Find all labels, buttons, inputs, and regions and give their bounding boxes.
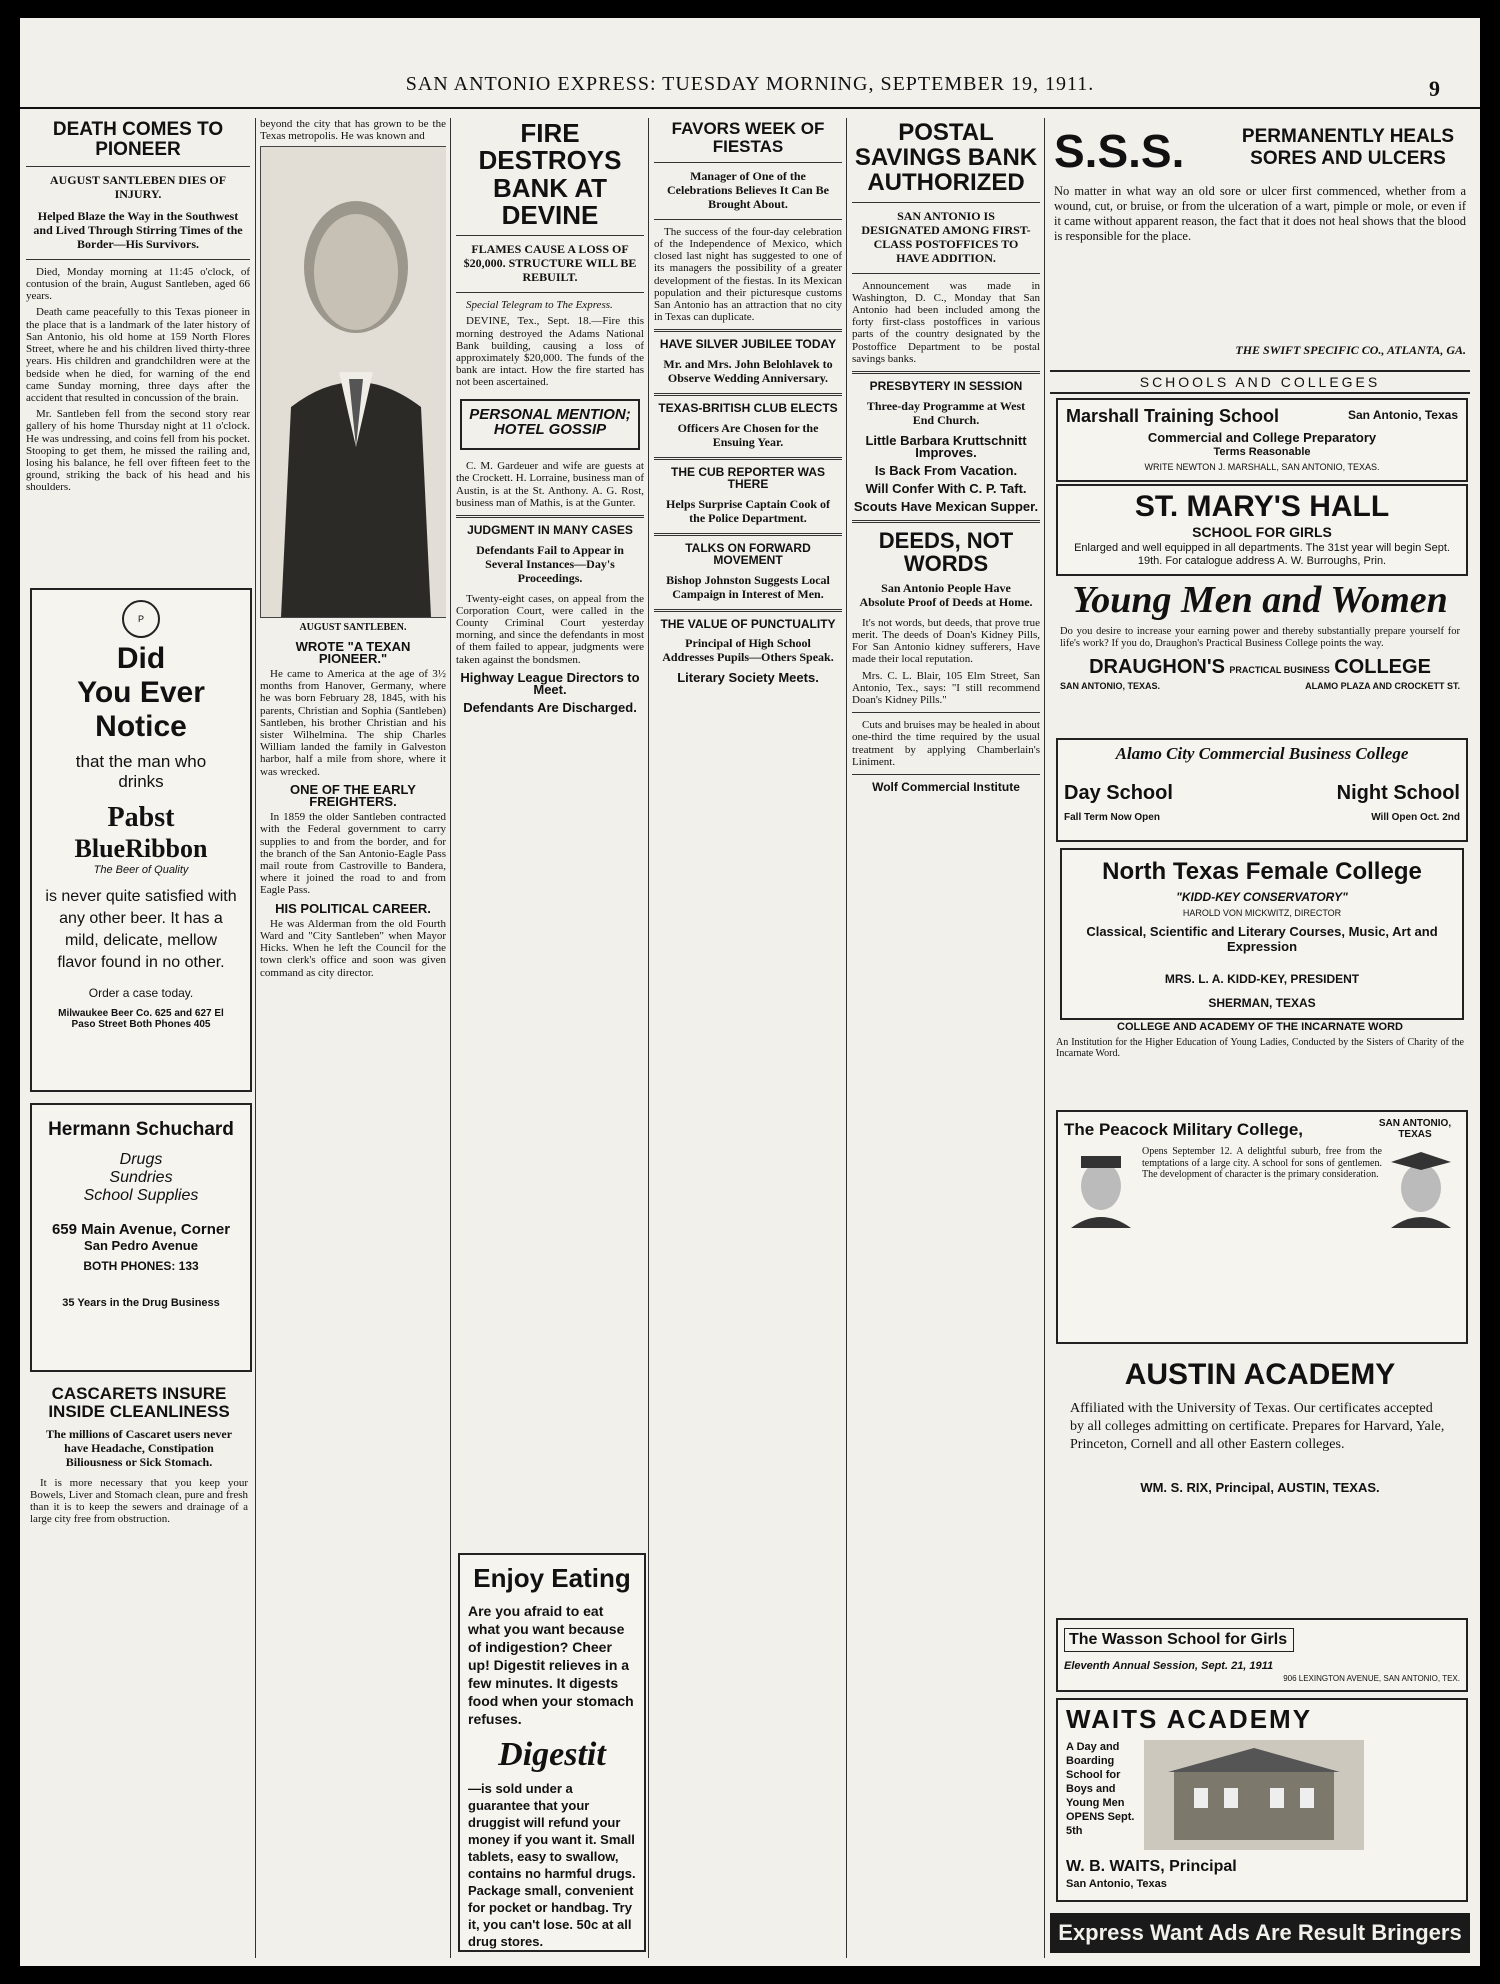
deck-deeds: San Antonio People Have Absolute Proof of Deeds at Home.	[859, 580, 1033, 609]
draughon-name: DRAUGHON'S	[1089, 656, 1225, 678]
ntfc-courses: Classical, Scientific and Literary Courses, Music, Art and Expression	[1086, 924, 1438, 954]
headline-favors-fiestas: FAVORS WEEK OF FIESTAS	[671, 119, 825, 156]
cascarets-deck: The millions of Cascaret users never have Headache, Constipation Biliousness or Sick Stomach.	[45, 1426, 233, 1469]
deck-santleben: AUGUST SANTLEBEN DIES OF INJURY.	[49, 172, 227, 201]
deck-fiestas: Manager of One of the Celebrations Believes It Can Be Brought About.	[667, 168, 829, 211]
santleben-continued: beyond the city that has grown to be the Texas metropolis. He was known and	[260, 118, 446, 143]
st-marys-name: ST. MARY'S HALL	[1134, 490, 1390, 523]
draughon-address: ALAMO PLAZA AND CROCKETT ST.	[1305, 681, 1460, 691]
article-paragraph: The success of the four-day celebration of the Independence of Mexico, which closed last night has suggested to one of its managers the possibility of a greater development of the fiestas. In its Mexican population and their picturesque customs San Antonio has an attraction that no city in Texas can duplicate.	[654, 225, 842, 324]
dateline: Special Telegram to The Express.	[466, 299, 613, 312]
schuchard-tagline: 35 Years in the Drug Business	[62, 1297, 220, 1309]
sss-brand: S.S.S.	[1054, 125, 1185, 177]
headline-postal-savings: POSTAL SAVINGS BANK AUTHORIZED	[854, 119, 1038, 197]
schuchard-sundries: Sundries	[109, 1169, 173, 1186]
incarnate-body: An Institution for the Higher Education of Young Ladies, Conducted by the Sisters of Charity of the Incarnate Word.	[1056, 1036, 1464, 1059]
article-paragraph: He came to America at the age of 3½ months from Hanover, Germany, where he was born February 28, 1845, with his parents, Christian and Sophia (Santleben) Santleben, his brother Christian and his sister Wilhelmina. The ship Charles William landed the family in Galveston harbor, half a mile from shore, where it was wrecked.	[260, 668, 446, 778]
subhead-early-freighters: ONE OF THE EARLY FREIGHTERS.	[290, 781, 416, 810]
subhead-vacation: Is Back From Vacation.	[874, 462, 1018, 478]
headline-personal-mention: PERSONAL MENTION; HOTEL GOSSIP	[469, 405, 631, 439]
subhead-literary-society: Literary Society Meets.	[677, 670, 819, 686]
sss-headline: PERMANENTLY HEALS SORES AND ULCERS	[1241, 126, 1455, 169]
marshall-terms: Terms Reasonable	[1213, 446, 1311, 458]
schuchard-drugs: Drugs	[119, 1151, 163, 1168]
ntfc-sub: "KIDD-KEY CONSERVATORY"	[1176, 890, 1348, 904]
deck-cub-reporter: Helps Surprise Captain Cook of the Police Department.	[665, 496, 831, 525]
digestit-brand: Digestit	[498, 1736, 606, 1773]
article-paragraph: He was Alderman from the old Fourth Ward and "City Santleben" when Mayor Hicks. When he left the Council for the town clerk's office and soon was given command as city director.	[260, 917, 446, 979]
deck-blaze: Helped Blaze the Way in the Southwest and Lived Through Stirring Times of the Border—His Survivors.	[33, 208, 243, 251]
ntfc-director: HAROLD VON MICKWITZ, DIRECTOR	[1182, 908, 1342, 918]
deck-judgment: Defendants Fail to Appear in Several Instances—Day's Proceedings.	[476, 542, 624, 585]
pabst-did: Did	[116, 642, 166, 675]
deck-forward-movement: Bishop Johnston Suggests Local Campaign in Interest of Men.	[666, 572, 830, 601]
austin-academy-ad	[1056, 1348, 1464, 1563]
column-rule	[450, 118, 451, 1958]
draughon-college: COLLEGE	[1334, 656, 1431, 678]
headline-punctuality: THE VALUE OF PUNCTUALITY	[660, 616, 836, 631]
deck-texas-british: Officers Are Chosen for the Ensuing Year.	[677, 420, 819, 449]
incarnate-word-ad	[1056, 1022, 1464, 1102]
masthead	[20, 73, 1480, 109]
subhead-taft: Will Confer With C. P. Taft.	[865, 481, 1027, 497]
article-paragraph: In 1859 the older Santleben contracted with the Federal government to carry supplies to and from the border, and for the branch of the San Antonio-Eagle Pass mail route from Castroville to Bandera, where it joined the road to and from Eagle Pass.	[260, 811, 446, 897]
headline-wolf-institute: Wolf Commercial Institute	[872, 780, 1020, 795]
headline-texas-british: TEXAS-BRITISH CLUB ELECTS	[658, 400, 838, 415]
newspaper-page	[20, 18, 1480, 1966]
marshall-line: Commercial and College Preparatory	[1147, 430, 1377, 445]
headline-cub-reporter: THE CUB REPORTER WAS THERE	[670, 464, 825, 492]
pabst-drinks: drinks	[118, 772, 164, 791]
article-paragraph: Mrs. C. L. Blair, 105 Elm Street, San Antonio, Tex., says: "I still recommend Doan's Kidney Pills."	[852, 669, 1040, 706]
headline-judgment: JUDGMENT IN MANY CASES	[467, 522, 633, 537]
draughon-mid: PRACTICAL BUSINESS	[1229, 665, 1330, 675]
pabst-logo-icon: P	[122, 600, 160, 638]
subhead-defendants: Defendants Are Discharged.	[463, 700, 637, 716]
column-4	[654, 118, 842, 1958]
headline-presbytery: PRESBYTERY IN SESSION	[869, 378, 1023, 393]
headline-deeds-not-words: DEEDS, NOT WORDS	[878, 527, 1014, 576]
draughon-ad	[1056, 578, 1464, 733]
peacock-city: SAN ANTONIO, TEXAS	[1378, 1118, 1452, 1140]
page-number: 9	[1429, 76, 1440, 101]
north-texas-female-college-ad	[1060, 848, 1464, 1020]
incarnate-head: COLLEGE AND ACADEMY OF THE INCARNATE WORD	[1117, 1022, 1403, 1033]
pabst-you-ever: You Ever	[77, 676, 205, 709]
peacock-body: Opens September 12. A delightful suburb, free from the temptations of a large city. A school for sons of gentlemen. The development of character is the primary consideration.	[1142, 1146, 1382, 1180]
headline-forward-movement: TALKS ON FORWARD MOVEMENT	[685, 540, 811, 568]
alamo-name: Alamo City Commercial Business College	[1115, 744, 1409, 763]
austin-body: Affiliated with the University of Texas. Our certificates accepted by all colleges admitting on certificate. Prepares for Harvard, Yale, Princeton, Cornell and all other Eastern colleges.	[1070, 1401, 1445, 1452]
subhead-barbara: Little Barbara Kruttschnitt Improves.	[865, 432, 1027, 460]
express-want-ads-banner: Express Want Ads Are Result Bringers	[1050, 1913, 1470, 1953]
deck-postal-savings: SAN ANTONIO IS DESIGNATED AMONG FIRST-CLASS POSTOFFICES TO HAVE ADDITION.	[861, 208, 1031, 265]
subhead-texan-pioneer: WROTE "A TEXAN PIONEER."	[295, 638, 411, 666]
austin-name: AUSTIN ACADEMY	[1124, 1358, 1396, 1391]
masthead-title: SAN ANTONIO EXPRESS: TUESDAY MORNING, SEPTEMBER 19, 1911.	[405, 73, 1095, 95]
peacock-military-college-ad	[1056, 1110, 1468, 1344]
ntfc-president: MRS. L. A. KIDD-KEY, PRESIDENT	[1164, 972, 1360, 986]
schuchard-address: 659 Main Avenue, Corner	[51, 1221, 231, 1238]
subhead-highway: Highway League Directors to Meet.	[460, 669, 640, 697]
article-paragraph: C. M. Gardeuer and wife are guests at the Crockett. H. Lorraine, business man of Austin, is at the St. Anthony. A. G. Rost, business man of Mathis, is at the Gunter.	[456, 460, 644, 509]
graduate-portrait-icon	[1386, 1148, 1456, 1228]
schuchard-name: Hermann Schuchard	[48, 1119, 234, 1140]
digestit-ad	[458, 1553, 646, 1952]
personal-mention-box	[460, 399, 640, 451]
headline-silver-jubilee: HAVE SILVER JUBILEE TODAY	[659, 337, 837, 352]
austin-principal: WM. S. RIX, Principal, AUSTIN, TEXAS.	[1140, 1480, 1380, 1495]
alamo-open: Will Open Oct. 2nd	[1371, 812, 1460, 823]
st-marys-hall-ad	[1056, 484, 1468, 576]
pabst-quality: The Beer of Quality	[93, 864, 189, 876]
cascarets-article	[30, 1383, 248, 1953]
digestit-guarantee: —is sold under a guarantee that your druggist will refund your money if you want it. Small tablets, easy to swallow, contains no harmful drugs. Package small, convenient for pocket or handbag. Try it, you can't lose. 50c at all drug stores.	[468, 1781, 636, 1949]
schuchard-address-2: San Pedro Avenue	[84, 1238, 198, 1253]
cadet-portrait-icon	[1066, 1148, 1136, 1228]
wasson-name: The Wasson School for Girls	[1064, 1628, 1294, 1652]
pabst-blue-ribbon-ad	[30, 588, 252, 1092]
santleben-portrait	[260, 146, 446, 618]
headline-death-comes: DEATH COMES TO PIONEER	[52, 119, 224, 160]
article-paragraph: Died, Monday morning at 11:45 o'clock, of contusion of the brain, August Santleben, aged 66 years.	[26, 265, 250, 303]
pabst-copy: is never quite satisfied with any other beer. It has a mild, delicate, mellow flavor found in no other.	[45, 888, 237, 971]
st-marys-sub: SCHOOL FOR GIRLS	[1192, 524, 1332, 540]
deck-presbytery: Three-day Programme at West End Church.	[866, 398, 1026, 427]
ntfc-name: North Texas Female College	[1102, 858, 1422, 885]
article-paragraph: Cuts and bruises may be healed in about one-third the time required by the usual treatment by applying Chamberlain's Liniment.	[852, 719, 1040, 768]
waits-name: WAITS ACADEMY	[1066, 1704, 1313, 1734]
cascarets-body: It is more necessary that you keep your Bowels, Liver and Stomach clean, pure and fresh than it is to keep the sewers and drainage of a large city free from obstruction.	[30, 1476, 248, 1526]
wasson-session: Eleventh Annual Session, Sept. 21, 1911	[1064, 1660, 1274, 1672]
article-paragraph: Announcement was made in Washington, D. C., Monday that San Antonio had been included among the forty first-class postoffices in various parts of the country designated by the Postoffice Department to be postal savings banks.	[852, 279, 1040, 365]
alamo-night-school: Night School	[1336, 782, 1460, 804]
waits-principal: W. B. WAITS, Principal	[1066, 1858, 1237, 1875]
st-marys-body: Enlarged and well equipped in all departments. The 31st year will begin Sept. 19th. For catalogue address A. W. Burroughs, Prin.	[1074, 542, 1450, 567]
marshall-city: San Antonio, Texas	[1347, 408, 1458, 422]
alamo-city-college-ad	[1056, 738, 1468, 842]
waits-city: San Antonio, Texas	[1066, 1878, 1167, 1890]
column-rule	[1044, 118, 1045, 1958]
article-paragraph: DEVINE, Tex., Sept. 18.—Fire this morning destroyed the Adams National Bank building, causing a loss of approximately $20,000. The funds of the bank are intact. How the fire started has not been ascertained.	[456, 315, 644, 389]
pabst-dealer: Milwaukee Beer Co. 625 and 627 El Paso Street Both Phones 405	[58, 1008, 224, 1030]
draughon-body: Do you desire to increase your earning power and thereby substantially prepare yourself for life's work? If you do, Draughon's Practical Business College points the way.	[1060, 626, 1460, 649]
article-paragraph: Twenty-eight cases, on appeal from the Corporation Court, were called in the County Criminal Court yesterday morning, and since the defendants in most of them failed to appear, judgments were taken against the bondsmen.	[456, 592, 644, 666]
schools-banner: SCHOOLS AND COLLEGES	[1050, 370, 1470, 394]
pabst-blue-ribbon: BlueRibbon	[74, 834, 208, 863]
pabst-man-who: that the man who	[75, 752, 207, 771]
deck-silver-jubilee: Mr. and Mrs. John Belohlavek to Observe Wedding Anniversary.	[663, 356, 833, 385]
ntfc-city: SHERMAN, TEXAS	[1208, 996, 1316, 1010]
marshall-write: WRITE NEWTON J. MARSHALL, SAN ANTONIO, TEXAS.	[1144, 462, 1380, 472]
column-rule	[648, 118, 649, 1958]
headline-fire-destroys: FIRE DESTROYS BANK AT DEVINE	[478, 118, 622, 230]
pabst-notice: Notice	[95, 710, 187, 743]
subhead-political-career: HIS POLITICAL CAREER.	[275, 900, 431, 916]
alamo-day-school: Day School	[1064, 782, 1173, 804]
waits-academy-ad	[1056, 1698, 1468, 1902]
subhead-scouts: Scouts Have Mexican Supper.	[853, 499, 1039, 515]
column-rule	[255, 118, 256, 1958]
wasson-school-ad	[1056, 1618, 1468, 1692]
pabst-order: Order a case today.	[88, 986, 194, 1000]
sss-ad	[1050, 118, 1470, 368]
waits-body: A Day and Boarding School for Boys and Young Men OPENS Sept. 5th	[1066, 1741, 1135, 1837]
pabst-brand: Pabst	[107, 802, 175, 833]
marshall-school-ad	[1056, 398, 1468, 482]
article-paragraph: Death came peacefully to this Texas pioneer in the place that is a landmark of the later history of San Antonio, his old home at 159 North Flores Street, where he and his children lived thirty-three years. His children and grandchildren were at the bedside when he died, for warning of the end came Sunday morning, three days after the accident that resulted in concussion of the brain.	[26, 306, 250, 404]
cascarets-headline: CASCARETS INSURE INSIDE CLEANLINESS	[48, 1384, 230, 1421]
article-paragraph: It's not words, but deeds, that prove true merit. The deeds of Doan's Kidney Pills, For San Antonio kidney sufferers, Have made their local reputation.	[852, 616, 1040, 666]
sss-company: THE SWIFT SPECIFIC CO., ATLANTA, GA.	[1235, 343, 1466, 357]
schuchard-drugs-ad	[30, 1103, 252, 1372]
marshall-name: Marshall Training School	[1066, 406, 1280, 426]
article-paragraph: Mr. Santleben fell from the second story rear gallery of his home Thursday night at 11 o'clock. He was undressing, and coins fell from his pocket. Stooping to get them, he missed the railing and, losing his balance, he fell over fifteen feet to the ground, striking the back of his head and his shoulders.	[26, 408, 250, 494]
schuchard-supplies: School Supplies	[83, 1187, 199, 1204]
peacock-name: The Peacock Military College,	[1064, 1120, 1304, 1139]
portrait-caption: AUGUST SANTLEBEN.	[299, 622, 407, 634]
sss-body: No matter in what way an old sore or ulcer first commenced, whether from a wound, cut, or bruise, or from the ulceration of a wart, pimple or mole, or even if it came without apparent reason, the fact that it does not heal shows that the blood is responsible for the place.	[1054, 184, 1466, 243]
schuchard-phones: BOTH PHONES: 133	[83, 1259, 199, 1273]
draughon-script: Young Men and Women	[1072, 579, 1448, 621]
digestit-copy: Are you afraid to eat what you want because of indigestion? Cheer up! Digestit relieves in a few minutes. It digests food when your stomach refuses.	[468, 1603, 634, 1727]
column-rule	[846, 118, 847, 1958]
column-5	[852, 118, 1040, 1958]
column-2	[260, 118, 446, 1958]
draughon-city: SAN ANTONIO, TEXAS.	[1060, 681, 1161, 691]
digestit-headline: Enjoy Eating	[473, 1563, 631, 1593]
wasson-address: 906 LEXINGTON AVENUE, SAN ANTONIO, TEX.	[1283, 1674, 1460, 1683]
alamo-fall-term: Fall Term Now Open	[1064, 812, 1160, 823]
deck-fire: FLAMES CAUSE A LOSS OF $20,000. STRUCTURE WILL BE REBUILT.	[463, 242, 637, 285]
academy-building-icon	[1144, 1740, 1364, 1850]
deck-punctuality: Principal of High School Addresses Pupils—Others Speak.	[662, 636, 834, 665]
santleben-portrait-svg	[261, 147, 446, 617]
